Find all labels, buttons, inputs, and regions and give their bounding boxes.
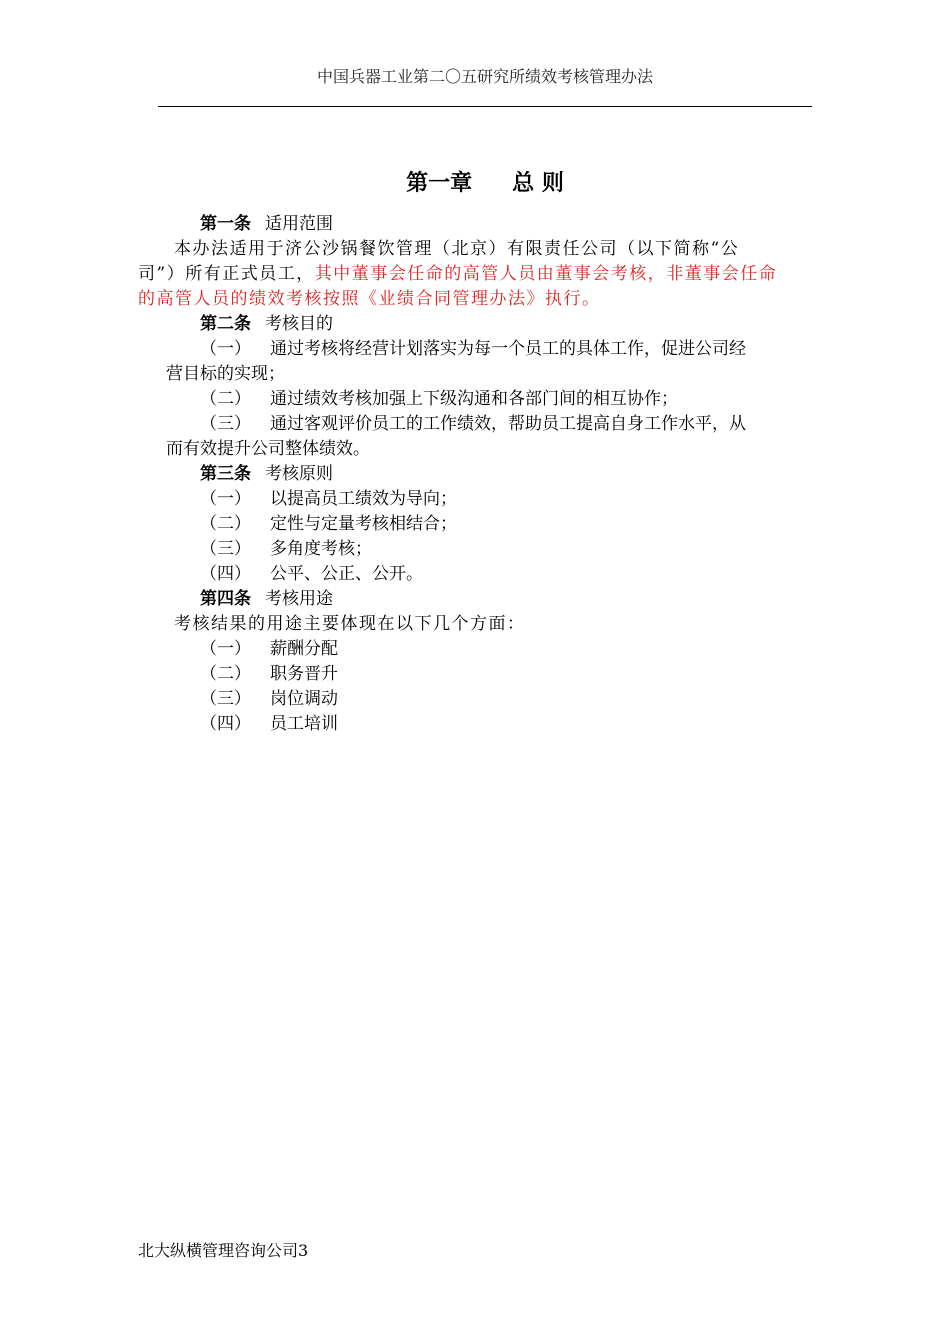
list-item: [138, 712, 814, 737]
chapter-title: [158, 166, 812, 197]
list-text: 通过绩效考核加强上下级沟通和各部门间的相互协作；: [270, 389, 678, 409]
article-2-heading: [138, 312, 814, 337]
page-footer: 北大纵横管理咨询公司3: [138, 1241, 309, 1260]
list-text: 岗位调动: [270, 689, 338, 709]
list-item: [138, 412, 814, 437]
list-text: 通过客观评价员工的工作绩效，帮助员工提高自身工作水平，从: [270, 414, 746, 434]
list-item: [138, 537, 814, 562]
list-text: 薪酬分配: [270, 639, 338, 659]
list-number: （二）: [200, 389, 251, 409]
list-item: [138, 637, 814, 662]
list-item: [138, 687, 814, 712]
list-text: 多角度考核；: [270, 539, 372, 559]
list-number: （一）: [200, 339, 251, 359]
list-number: （二）: [200, 664, 251, 684]
list-text: 员工培训: [270, 714, 338, 734]
list-item-continuation: 而有效提升公司整体绩效。: [166, 439, 370, 459]
article-1-paragraph-line: 本办法适用于济公沙锅餐饮管理（北京）有限责任公司（以下简称“公: [174, 239, 740, 259]
list-number: （四）: [200, 564, 251, 584]
list-text: 公平、公正、公开。: [270, 564, 423, 584]
list-number: （四）: [200, 714, 251, 734]
chapter-number: 第一章: [406, 171, 473, 196]
list-number: （二）: [200, 514, 251, 534]
list-number: （一）: [200, 489, 251, 509]
list-text: 通过考核将经营计划落实为每一个员工的具体工作，促进公司经: [270, 339, 746, 359]
article-3-heading: [138, 462, 814, 487]
article-title: 考核原则: [265, 464, 333, 484]
document-body: [138, 212, 814, 737]
list-item: [138, 562, 814, 587]
list-number: （三）: [200, 539, 251, 559]
article-title: 考核用途: [265, 589, 333, 609]
article-label: 第四条: [200, 589, 251, 609]
highlighted-text: 其中董事会任命的高管人员由董事会考核，非董事会任命: [314, 264, 778, 284]
list-text: 定性与定量考核相结合；: [270, 514, 457, 534]
page-header: 中国兵器工业第二〇五研究所绩效考核管理办法: [316, 67, 653, 86]
article-title: 考核目的: [265, 314, 333, 334]
list-number: （三）: [200, 414, 251, 434]
list-item: [138, 387, 814, 412]
paragraph-text: 司”）所有正式员工，: [138, 264, 315, 284]
list-number: （一）: [200, 639, 251, 659]
highlighted-text: 的高管人员的绩效考核按照《业绩合同管理办法》执行。: [138, 289, 601, 309]
article-1-paragraph-line: [138, 262, 814, 287]
list-item: [138, 662, 814, 687]
list-number: （三）: [200, 689, 251, 709]
article-label: 第二条: [200, 314, 251, 334]
list-item: [138, 337, 814, 362]
header-rule: [158, 106, 812, 107]
article-1-heading: [138, 212, 814, 237]
chapter-name: 总 则: [512, 171, 564, 196]
list-item: [138, 487, 814, 512]
list-item: [138, 512, 814, 537]
article-label: 第一条: [200, 214, 251, 234]
list-item-continuation: 营目标的实现；: [166, 364, 285, 384]
list-text: 职务晋升: [270, 664, 338, 684]
article-4-intro: 考核结果的用途主要体现在以下几个方面：: [174, 614, 526, 634]
article-4-heading: [138, 587, 814, 612]
article-label: 第三条: [200, 464, 251, 484]
list-text: 以提高员工绩效为导向；: [270, 489, 457, 509]
article-title: 适用范围: [265, 214, 333, 234]
